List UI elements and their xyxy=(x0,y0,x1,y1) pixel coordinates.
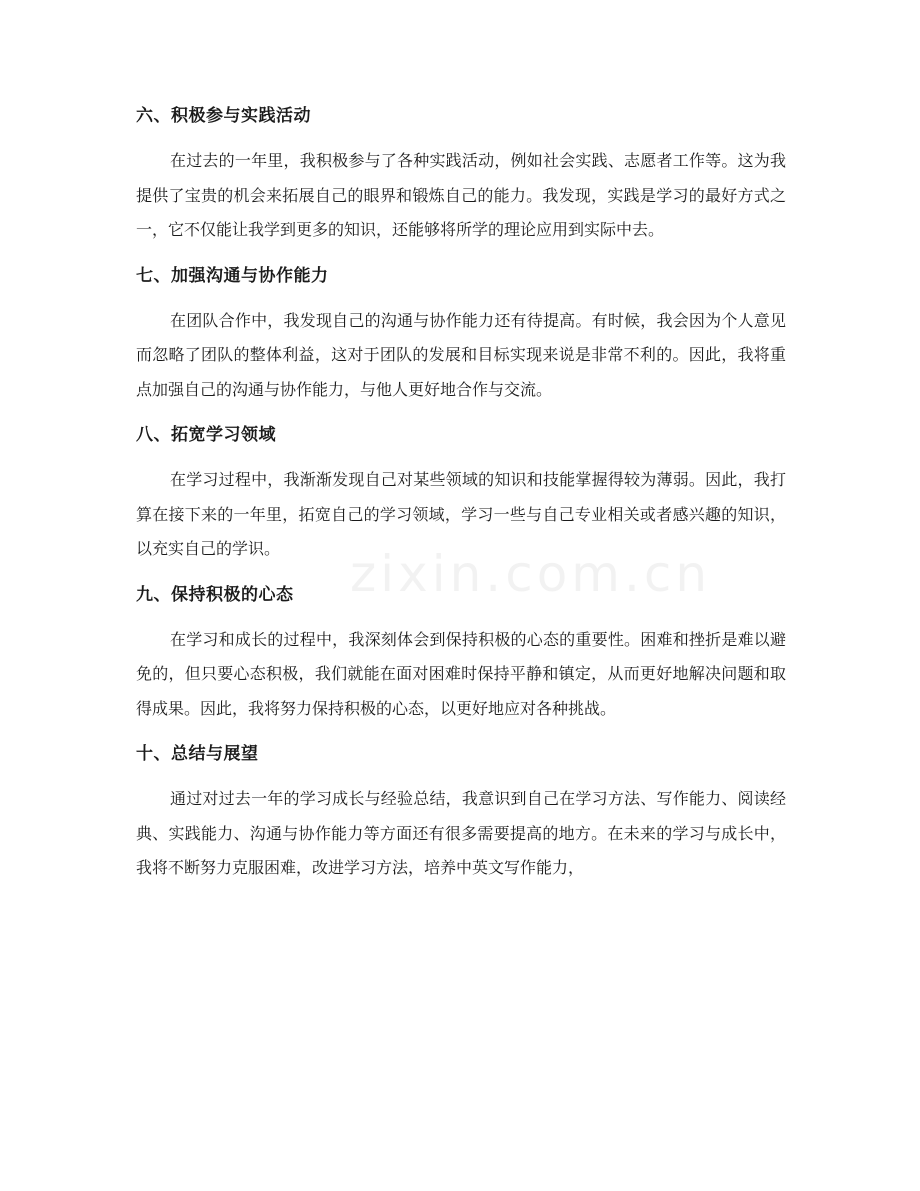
section-paragraph: 在团队合作中，我发现自己的沟通与协作能力还有待提高。有时候，我会因为个人意见而忽略了团队的整体利益，这对于团队的发展和目标实现来说是非常不利的。因此，我将重点加强自己的沟通与协作能力，与他人更好地合作与交流。 xyxy=(136,310,786,399)
section-paragraph: 通过对过去一年的学习成长与经验总结，我意识到自己在学习方法、写作能力、阅读经典、实践能力、沟通与协作能力等方面还有很多需要提高的地方。在未来的学习与成长中，我将不断努力克服困难，改进学习方法，培养中英文写作能力， xyxy=(136,789,786,877)
section-9 xyxy=(136,583,786,727)
section-10 xyxy=(136,742,786,886)
section-heading: 十、总结与展望 xyxy=(136,744,259,764)
section-heading: 七、加强沟通与协作能力 xyxy=(136,265,329,286)
section-6 xyxy=(136,104,786,248)
section-8 xyxy=(136,423,786,567)
document-body xyxy=(136,104,786,902)
section-paragraph: 在学习过程中，我渐渐发现自己对某些领域的知识和技能掌握得较为薄弱。因此，我打算在接下来的一年里，拓宽自己的学习领域，学习一些与自己专业相关或者感兴趣的知识，以充实自己的学识。 xyxy=(136,470,786,558)
section-7 xyxy=(136,264,786,408)
watermark: zixin.com.cn xyxy=(350,545,712,603)
section-heading: 八、拓宽学习领域 xyxy=(136,425,276,445)
section-heading: 九、保持积极的心态 xyxy=(136,584,294,605)
section-paragraph: 在过去的一年里，我积极参与了各种实践活动，例如社会实践、志愿者工作等。这为我提供了宝贵的机会来拓展自己的眼界和锻炼自己的能力。我发现，实践是学习的最好方式之一，它不仅能让我学到更多的知识，还能够将所学的理论应用到实际中去。 xyxy=(136,151,786,239)
section-paragraph: 在学习和成长的过程中，我深刻体会到保持积极的心态的重要性。困难和挫折是难以避免的，但只要心态积极，我们就能在面对困难时保持平静和镇定，从而更好地解决问题和取得成果。因此，我将努力保持积极的心态，以更好地应对各种挑战。 xyxy=(136,629,786,718)
section-heading: 六、积极参与实践活动 xyxy=(136,106,311,126)
